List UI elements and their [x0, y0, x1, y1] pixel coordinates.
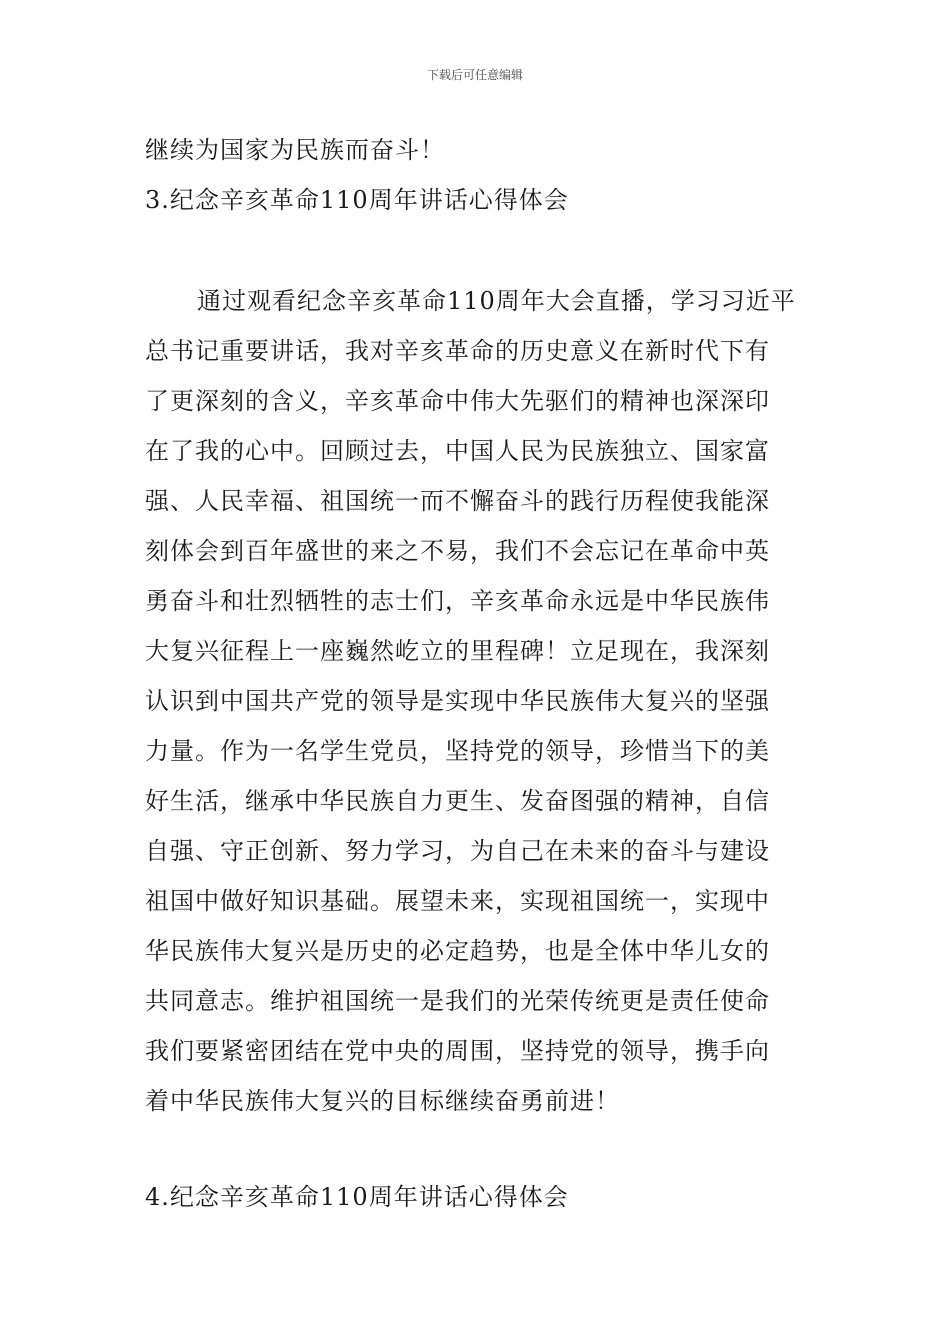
- paragraph-line: 通过观看纪念辛亥革命110周年大会直播，学习习近平: [197, 287, 796, 315]
- paragraph-line: 刻体会到百年盛世的来之不易，我们不会忘记在革命中英: [145, 537, 770, 565]
- paragraph-line: 认识到中国共产党的领导是实现中华民族伟大复兴的坚强: [145, 687, 770, 715]
- paragraph-line: 着中华民族伟大复兴的目标继续奋勇前进！: [145, 1087, 620, 1115]
- paragraph-line: 共同意志。维护祖国统一是我们的光荣传统更是责任使命: [145, 987, 770, 1015]
- section-4-heading: 4.纪念辛亥革命110周年讲话心得体会: [145, 1183, 569, 1211]
- paragraph-line: 大复兴征程上一座巍然屹立的里程碑！立足现在，我深刻: [145, 637, 770, 665]
- paragraph-line: 自强、守正创新、努力学习，为自己在未来的奋斗与建设: [145, 837, 770, 865]
- paragraph-line: 华民族伟大复兴是历史的必定趋势，也是全体中华儿女的: [145, 937, 770, 965]
- paragraph-line: 好生活，继承中华民族自力更生、发奋图强的精神，自信: [145, 787, 770, 815]
- paragraph-line: 我们要紧密团结在党中央的周围，坚持党的领导，携手向: [145, 1037, 770, 1065]
- section-3-heading: 3.纪念辛亥革命110周年讲话心得体会: [145, 186, 569, 214]
- page-header: 下载后可任意编辑: [426, 68, 523, 82]
- paragraph-line: 勇奋斗和壮烈牺牲的志士们，辛亥革命永远是中华民族伟: [145, 587, 770, 615]
- paragraph-line: 了更深刻的含义，辛亥革命中伟大先驱们的精神也深深印: [145, 387, 770, 415]
- paragraph-line: 在了我的心中。回顾过去，中国人民为民族独立、国家富: [145, 437, 770, 465]
- paragraph-line: 总书记重要讲话，我对辛亥革命的历史意义在新时代下有: [145, 337, 770, 365]
- paragraph-line: 力量。作为一名学生党员，坚持党的领导，珍惜当下的美: [145, 737, 770, 765]
- paragraph-line: 祖国中做好知识基础。展望未来，实现祖国统一，实现中: [145, 887, 770, 915]
- paragraph-line: 强、人民幸福、祖国统一而不懈奋斗的践行历程使我能深: [145, 487, 770, 515]
- previous-section-closing-line: 继续为国家为民族而奋斗！: [145, 136, 445, 164]
